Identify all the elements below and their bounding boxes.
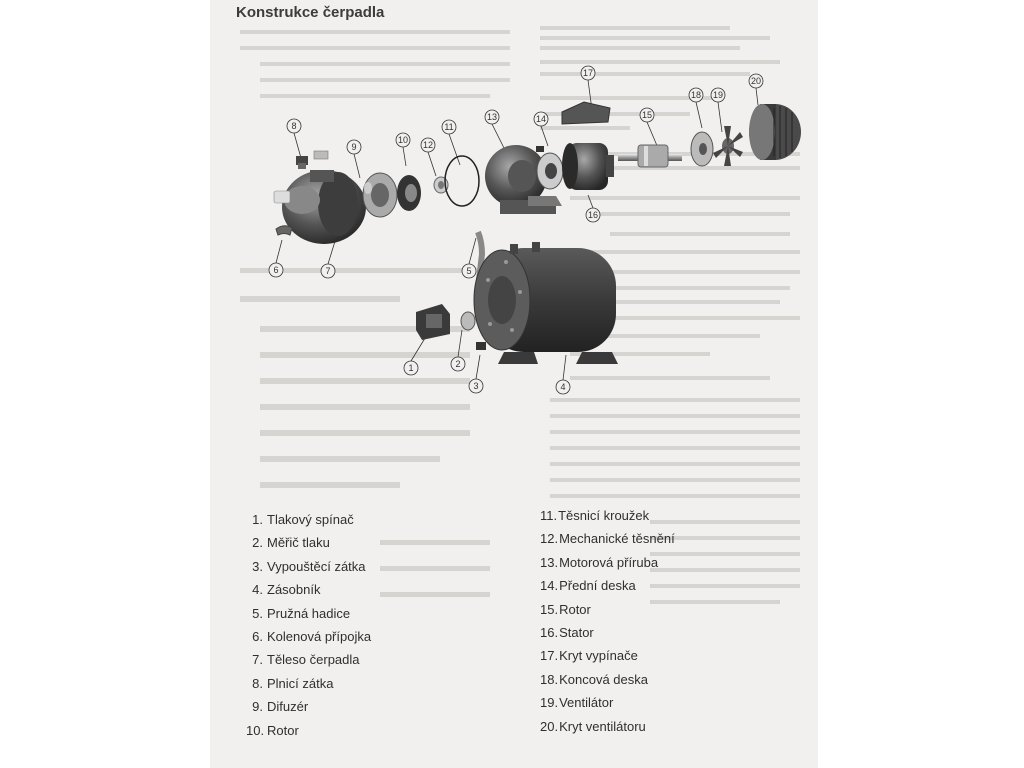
callout-marker [556,380,570,394]
item-number: 7. [252,652,263,668]
item-number: 3. [252,558,263,574]
item-number: 12. [540,531,559,547]
item-label: Tlakový spínač [267,512,354,527]
callout-marker [462,264,476,278]
item-label: Kryt vypínače [559,648,638,664]
callout-marker [581,66,595,80]
item-number: 4. [252,582,263,598]
item-label: Těleso čerpadla [267,652,360,668]
list-item [540,668,675,691]
callout-marker [442,120,456,134]
pressure-switch [416,304,450,340]
callout-marker [534,112,548,126]
item-label: Těsnicí kroužek [558,508,650,523]
callout-label: 12 [422,140,434,150]
item-number: 11. [540,508,558,523]
list-item [540,504,675,527]
elbow-fitting [276,226,292,235]
fan-cover [749,104,801,160]
list-item [246,648,371,671]
list-item [540,691,675,714]
callout-label: 18 [690,90,702,100]
list-item [246,555,371,578]
cooling-fan [713,126,743,166]
list-item [246,578,371,601]
pressure-gauge [461,312,475,330]
item-label: Mechanické těsnění [559,531,675,547]
callout-label: 1 [408,363,414,373]
item-label: Kolenová přípojka [267,628,372,644]
callout-marker [421,138,435,152]
callout-label: 19 [712,90,724,100]
item-number: 9. [252,699,263,715]
callout-label: 7 [325,266,331,276]
item-label: Koncová deska [559,671,648,687]
item-number: 14. [540,578,559,594]
callout-marker [404,361,418,375]
callout-marker [269,263,283,277]
callout-marker [321,264,335,278]
filling-plug [296,151,328,169]
callout-label: 2 [455,359,461,369]
item-number: 5. [252,605,263,621]
parts-list-right [540,504,675,738]
front-plate [536,146,563,189]
list-item [246,625,371,648]
list-item [540,644,675,667]
list-item [540,715,675,738]
item-label: Přední deska [559,578,636,594]
callout-label: 4 [560,382,566,392]
item-label: Vypouštěcí zátka [267,558,366,574]
item-number: 19. [540,695,559,711]
item-number: 1. [252,512,263,527]
callout-label: 3 [473,381,479,391]
callout-label: 15 [641,110,653,120]
page-title: Konstrukce čerpadla [236,4,385,21]
list-item [246,602,371,625]
list-item [246,531,371,554]
item-number: 13. [540,554,559,570]
item-label: Ventilátor [559,695,614,711]
list-item [246,719,371,742]
item-label: Pružná hadice [267,605,351,621]
stator [562,143,614,190]
callout-label: 6 [273,265,279,275]
item-number: 17. [540,648,559,664]
callout-marker [396,133,410,147]
callout-label: 10 [397,135,409,145]
list-item [246,672,371,695]
callout-label: 5 [466,266,472,276]
end-plate [691,132,713,166]
list-item [246,695,371,718]
callout-marker [469,379,483,393]
item-number: 2. [252,535,263,551]
list-item [246,508,371,531]
list-item [540,621,675,644]
item-number: 15. [540,601,559,617]
callout-marker [689,88,703,102]
impeller-part [397,175,421,211]
callout-marker [640,108,654,122]
callout-label: 11 [444,122,454,132]
list-item [540,527,675,550]
callout-label: 16 [587,210,599,220]
item-number: 20. [540,718,559,734]
item-label: Stator [559,624,594,640]
item-label: Měřič tlaku [267,535,330,551]
callout-label: 14 [535,114,547,124]
callout-marker [711,88,725,102]
item-number: 10. [246,722,265,738]
callout-marker [749,74,763,88]
parts-list-left [246,508,371,742]
callout-marker [485,110,499,124]
motor-rotor [618,145,682,167]
diffuser [363,173,397,217]
drain-plug [476,342,486,350]
item-number: 16. [540,624,559,640]
item-label: Rotor [559,601,591,617]
item-label: Rotor [267,722,299,738]
list-item [540,551,675,574]
item-label: Plnicí zátka [267,675,334,691]
o-ring [445,156,479,206]
callout-label: 17 [582,68,594,78]
item-number: 18. [540,671,559,687]
item-number: 6. [252,628,263,644]
callout-label: 8 [291,121,297,131]
switch-cover [562,102,610,124]
list-item [540,574,675,597]
callout-marker [287,119,301,133]
callout-marker [586,208,600,222]
pressure-tank [474,242,618,364]
callout-label: 13 [486,112,498,122]
document-page [210,0,818,768]
item-label: Motorová příruba [559,554,659,570]
item-label: Difuzér [267,699,309,715]
item-number: 8. [252,675,263,691]
callout-label: 9 [351,142,357,152]
callout-label: 20 [750,76,762,86]
item-label: Zásobník [267,582,321,598]
item-label: Kryt ventilátoru [559,718,646,734]
list-item [540,598,675,621]
callout-marker [451,357,465,371]
callout-marker [347,140,361,154]
